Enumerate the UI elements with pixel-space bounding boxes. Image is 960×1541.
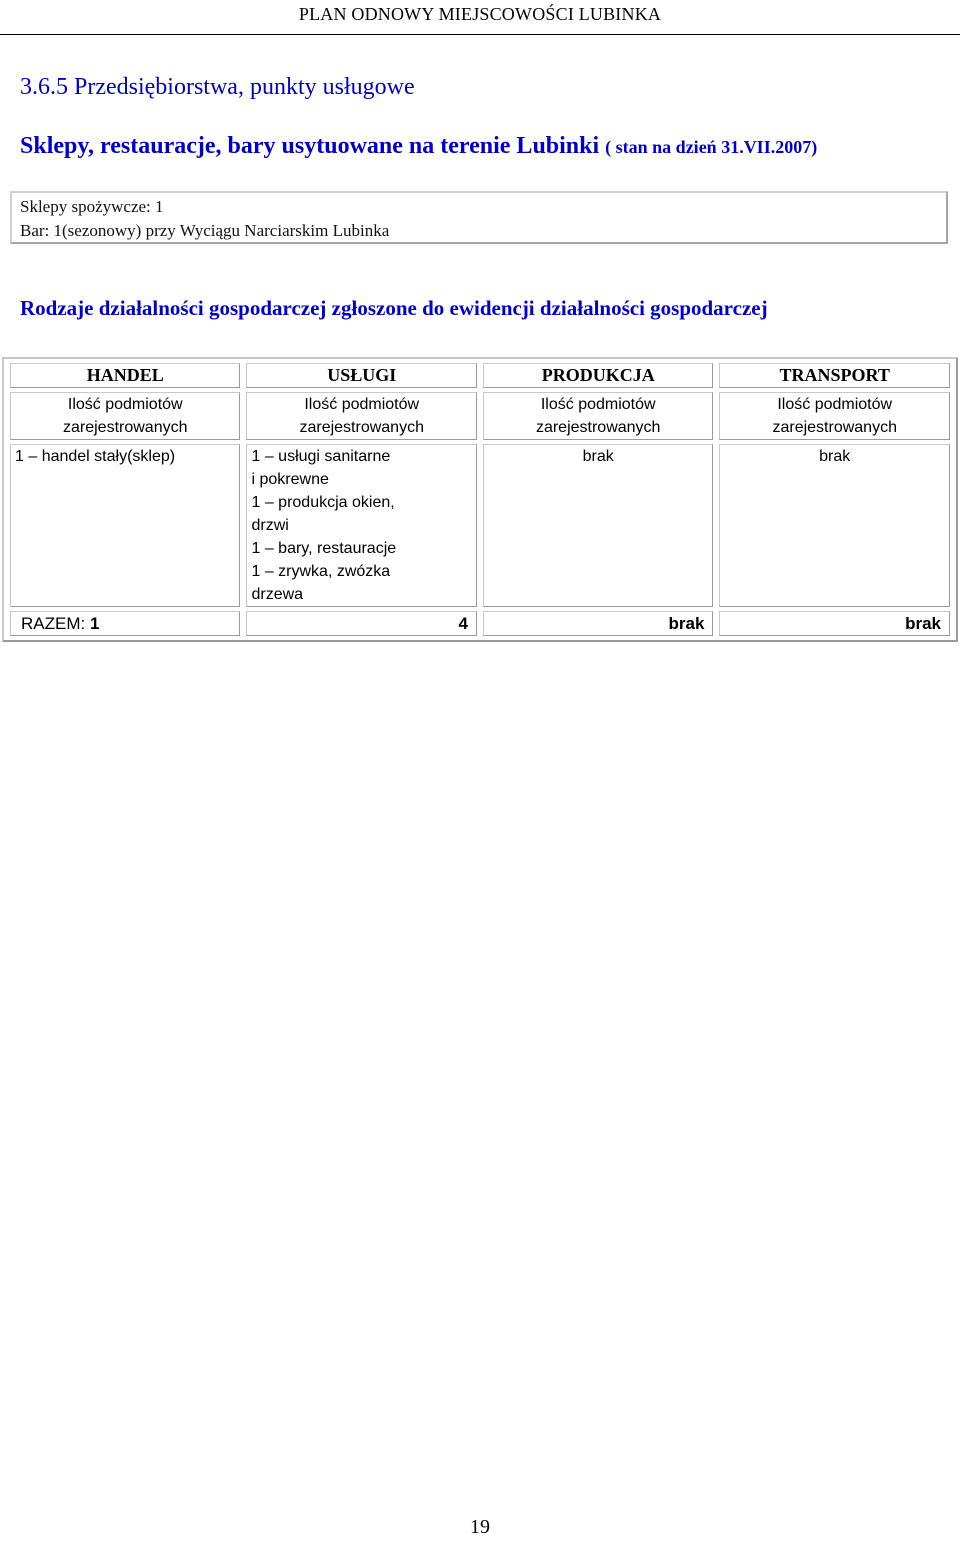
subheader-line-1: Ilość podmiotów bbox=[304, 396, 420, 413]
total-services-cell: 4 bbox=[246, 611, 476, 636]
subheader-line-2: zarejestrowanych bbox=[62, 419, 188, 436]
document-header-title: PLAN ODNOWY MIEJSCOWOŚCI LUBINKA bbox=[298, 4, 662, 24]
total-transport-cell: brak bbox=[719, 611, 950, 636]
activity-table bbox=[2, 357, 958, 642]
info-box bbox=[10, 191, 948, 244]
total-production-cell: brak bbox=[483, 611, 713, 636]
services-line: 1 – bary, restauracje bbox=[251, 540, 397, 557]
subheading-text: Sklepy, restauracje, bary usytuowane na terenie Lubinki bbox=[20, 133, 600, 159]
info-line-bar: Bar: 1(sezonowy) przy Wyciągu Narciarskim Lubinka bbox=[20, 221, 390, 240]
subheader-line-1: Ilość podmiotów bbox=[777, 396, 893, 413]
subheader-cell bbox=[10, 392, 240, 440]
subheader-line-2: zarejestrowanych bbox=[772, 419, 897, 436]
total-label: RAZEM: bbox=[21, 614, 86, 633]
subheader-cell bbox=[719, 392, 950, 440]
table-header-row bbox=[10, 363, 950, 388]
total-trade-value: 1 bbox=[89, 614, 100, 633]
subheader-line-1: Ilość podmiotów bbox=[540, 396, 656, 413]
transport-detail-cell: brak bbox=[719, 444, 950, 607]
column-header-production: PRODUKCJA bbox=[483, 363, 713, 388]
services-line: 1 – usługi sanitarne bbox=[251, 448, 391, 465]
total-trade-cell bbox=[10, 611, 240, 636]
section-heading: 3.6.5 Przedsiębiorstwa, punkty usługowe bbox=[20, 74, 415, 100]
page-number: 19 bbox=[470, 1516, 490, 1538]
column-header-services: USŁUGI bbox=[246, 363, 476, 388]
services-line: drzwi bbox=[251, 517, 289, 534]
subheader-line-2: zarejestrowanych bbox=[299, 419, 424, 436]
subheader-line-2: zarejestrowanych bbox=[535, 419, 661, 436]
activity-heading: Rodzaje działalności gospodarczej zgłoszone do ewidencji działalności gospodarczej bbox=[20, 296, 768, 320]
subheader-line-1: Ilość podmiotów bbox=[67, 396, 183, 413]
table-total-row bbox=[10, 611, 950, 636]
subheader-cell bbox=[483, 392, 713, 440]
column-header-transport: TRANSPORT bbox=[719, 363, 950, 388]
production-detail-cell: brak bbox=[483, 444, 713, 607]
table-subheader-row bbox=[10, 392, 950, 440]
services-line: drzewa bbox=[251, 586, 304, 603]
services-detail-cell bbox=[246, 444, 476, 607]
trade-detail-cell: 1 – handel stały(sklep) bbox=[10, 444, 240, 607]
date-note: ( stan na dzień 31.VII.2007) bbox=[605, 137, 818, 157]
subheading bbox=[20, 133, 817, 160]
subheader-cell bbox=[246, 392, 476, 440]
header-divider bbox=[0, 34, 960, 35]
services-line: i pokrewne bbox=[251, 471, 329, 488]
column-header-trade: HANDEL bbox=[10, 363, 240, 388]
info-line-shops: Sklepy spożywcze: 1 bbox=[20, 197, 164, 216]
table-detail-row bbox=[10, 444, 950, 607]
services-line: 1 – produkcja okien, bbox=[251, 494, 395, 511]
services-line: 1 – zrywka, zwózka bbox=[251, 563, 391, 580]
